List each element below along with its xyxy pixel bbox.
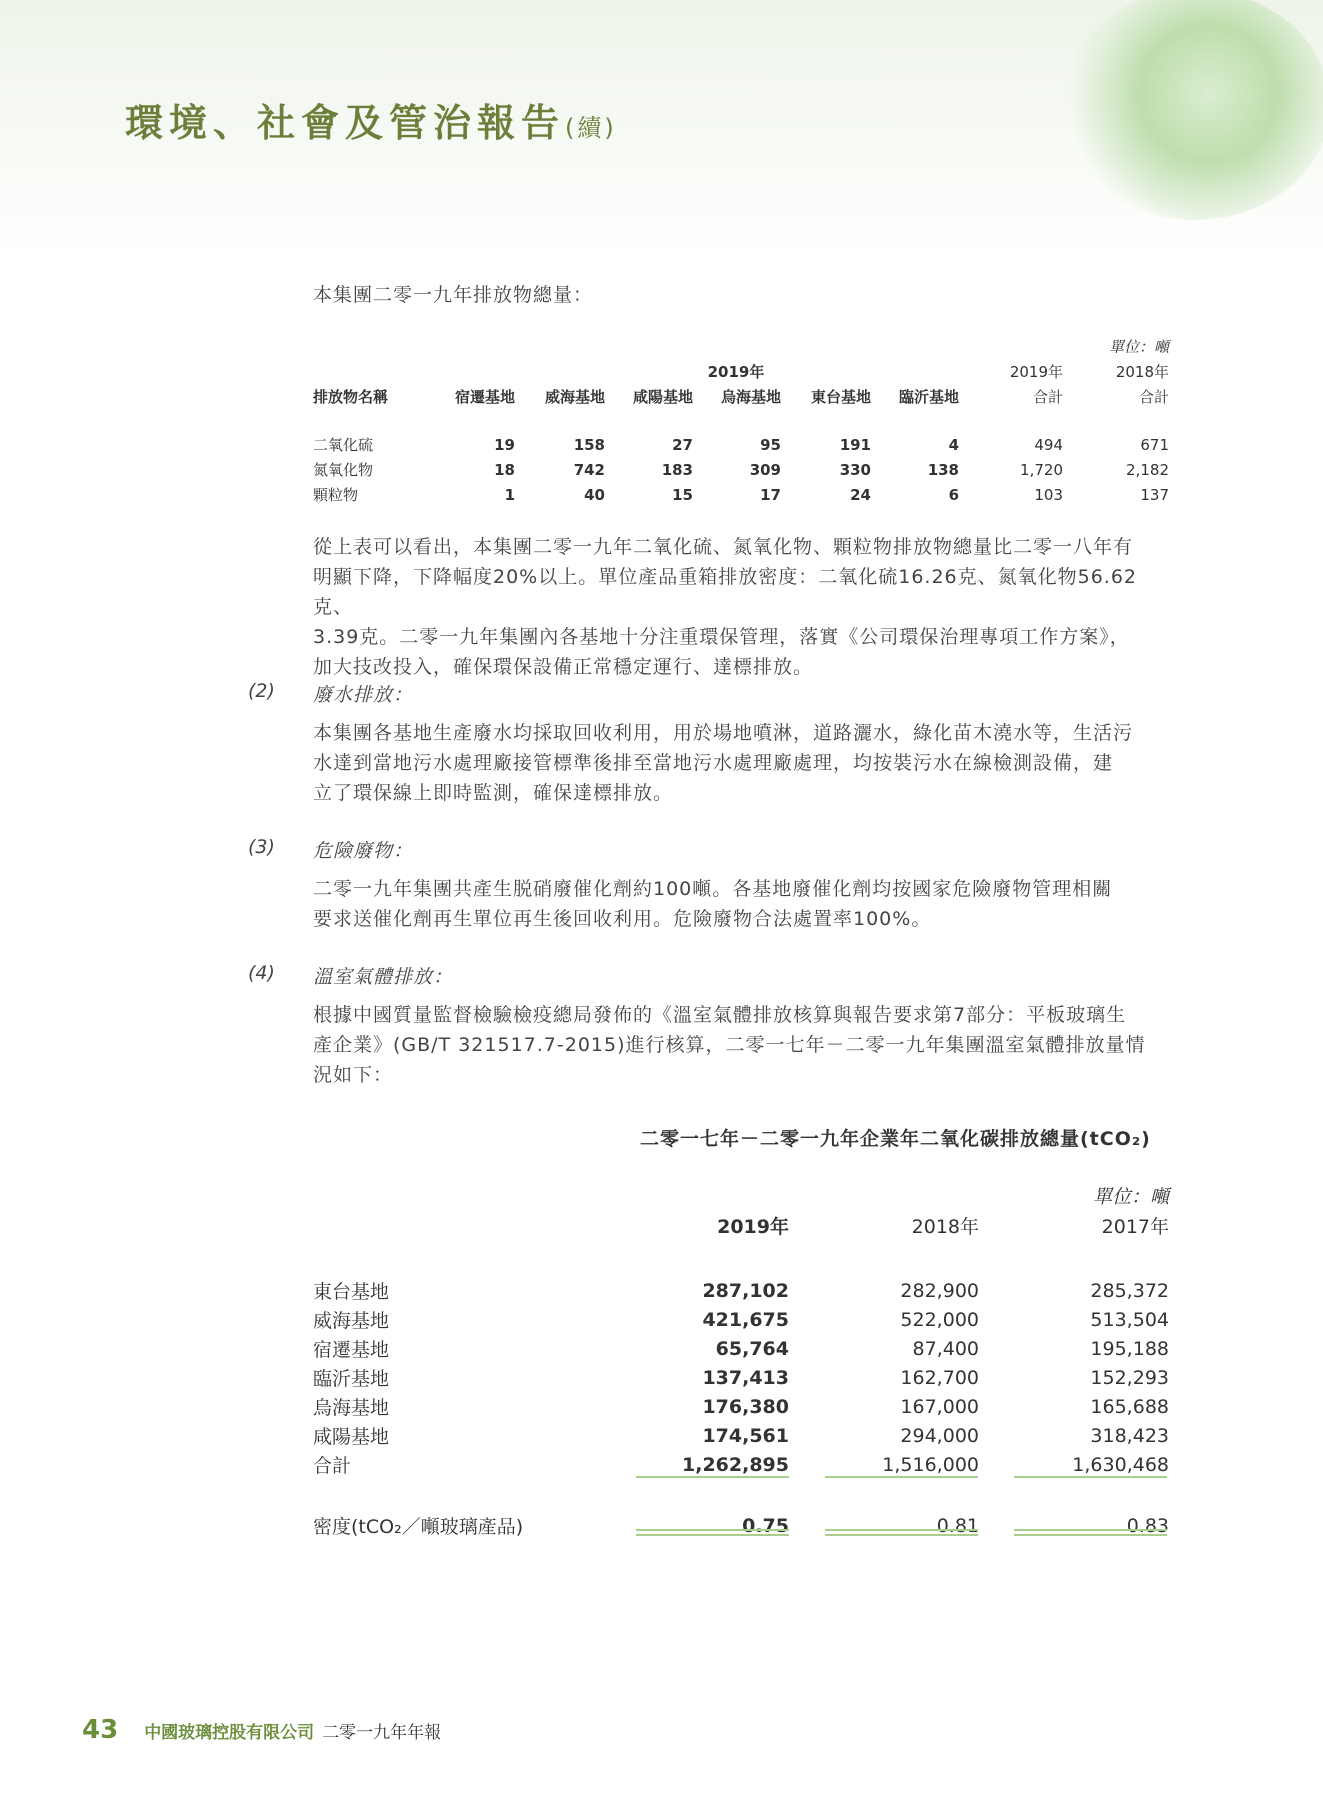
cell-value: 40 xyxy=(584,485,605,504)
co2-unit-row xyxy=(313,1180,1169,1210)
co2-table xyxy=(313,1180,1169,1540)
total2019-header-line1: 2019年 xyxy=(1009,363,1063,381)
total2018-header-line1: 2018年 xyxy=(1115,363,1169,381)
spacer-row xyxy=(313,1240,1169,1276)
cell-value: 4 xyxy=(948,435,959,454)
cell-value: 158 xyxy=(573,435,605,454)
divider xyxy=(636,1476,789,1478)
cell-value: 287,102 xyxy=(702,1279,789,1302)
spacer-row xyxy=(313,409,1169,432)
cell-value: 0.75 xyxy=(742,1514,789,1537)
row-name: 威海基地 xyxy=(313,1310,390,1332)
table-row xyxy=(313,1421,1169,1450)
emissions-analysis-paragraph xyxy=(313,532,1169,682)
cell-value: 137,413 xyxy=(702,1366,789,1389)
row-name: 咸陽基地 xyxy=(313,1426,390,1448)
row-name: 東台基地 xyxy=(313,1281,390,1303)
divider xyxy=(825,1476,978,1478)
cell-total-2018: 137 xyxy=(1140,485,1169,504)
col-header-base: 宿遷基地 xyxy=(454,388,515,406)
cell-value: 15 xyxy=(672,485,693,504)
cell-value: 309 xyxy=(749,460,781,479)
section-number: (3) xyxy=(248,836,275,858)
cell-value: 18 xyxy=(494,460,515,479)
page-title xyxy=(125,92,617,147)
section-heading-hazardous-waste: 危險廢物： xyxy=(313,840,414,862)
emissions-unit: 單位：噸 xyxy=(1108,338,1169,356)
col-header-base: 威海基地 xyxy=(544,388,605,406)
cell-value: 330 xyxy=(839,460,871,479)
cell-value: 1 xyxy=(504,485,515,504)
spacer-row xyxy=(313,1479,1169,1511)
col-header-year: 2018年 xyxy=(911,1215,979,1238)
row-name: 顆粒物 xyxy=(313,486,359,504)
paragraph-line: 從上表可以看出，本集團二零一九年二氧化硫、氮氧化物、顆粒物排放物總量比二零一八年有 xyxy=(313,536,1134,558)
cell-value: 6 xyxy=(948,485,959,504)
paragraph-line: 產企業》(GB/T 321517.7-2015)進行核算，二零一七年－二零一九年集團溫室氣體排放量情 xyxy=(313,1034,1146,1056)
spacer-cell xyxy=(313,1479,1169,1511)
paragraph-line: 立了環保線上即時監測，確保達標排放。 xyxy=(313,782,674,804)
section-heading-wastewater: 廢水排放： xyxy=(313,684,414,706)
cell-total-2019: 1,720 xyxy=(1020,460,1063,479)
emissions-intro: 本集團二零一九年排放物總量： xyxy=(313,284,594,306)
cell-value: 27 xyxy=(672,435,693,454)
cell-value: 1,516,000 xyxy=(882,1453,979,1476)
col-header-base: 咸陽基地 xyxy=(632,388,693,406)
emissions-col-name: 排放物名稱 xyxy=(313,388,389,406)
section-number: (2) xyxy=(248,680,275,702)
row-name: 二氧化硫 xyxy=(313,436,374,454)
ghg-paragraph xyxy=(313,1000,1169,1090)
emissions-group-row xyxy=(313,359,1169,384)
footer-report: 二零一九年年報 xyxy=(322,1723,442,1743)
page-number: 43 xyxy=(82,1715,119,1745)
cell-value: 191 xyxy=(839,435,871,454)
cell-value: 742 xyxy=(573,460,605,479)
table-row xyxy=(313,482,1169,507)
cell-value: 176,380 xyxy=(702,1395,789,1418)
cell-value: 421,675 xyxy=(702,1308,789,1331)
cell-value: 65,764 xyxy=(715,1337,789,1360)
divider xyxy=(1014,1476,1167,1478)
paragraph-line: 明顯下降，下降幅度20%以上。單位產品重箱排放密度：二氧化硫16.26克、氮氧化物56.62克、 xyxy=(313,566,1138,618)
total2019-header-line2: 合計 xyxy=(1032,388,1063,406)
cell-value: 165,688 xyxy=(1090,1395,1169,1418)
paragraph-line: 況如下： xyxy=(313,1064,394,1086)
cell-value: 0.83 xyxy=(1126,1514,1169,1537)
spacer-cell xyxy=(313,409,1169,432)
cell-value: 152,293 xyxy=(1090,1366,1169,1389)
cell-value: 318,423 xyxy=(1090,1424,1169,1447)
col-header-base: 東台基地 xyxy=(810,388,871,406)
paragraph-line: 要求送催化劑再生單位再生後回收利用。危險廢物合法處置率100%。 xyxy=(313,908,932,930)
table-row xyxy=(313,1363,1169,1392)
double-divider xyxy=(636,1529,789,1536)
cell-value: 183 xyxy=(661,460,693,479)
section-number: (4) xyxy=(248,962,275,984)
emissions-unit-row xyxy=(313,334,1169,359)
paragraph-line: 二零一九年集團共產生脱硝廢催化劑約100噸。各基地廢催化劑均按國家危險廢物管理相關 xyxy=(313,878,1113,900)
emissions-year-group: 2019年 xyxy=(707,363,765,381)
cell-value: 17 xyxy=(760,485,781,504)
cell-total-2019: 494 xyxy=(1034,435,1063,454)
cell-value: 285,372 xyxy=(1090,1279,1169,1302)
table-row xyxy=(313,1276,1169,1305)
globe-decoration-icon xyxy=(1060,0,1323,220)
row-name: 宿遷基地 xyxy=(313,1339,390,1361)
emissions-header-row xyxy=(313,384,1169,409)
total-row xyxy=(313,1450,1169,1479)
cell-value: 522,000 xyxy=(900,1308,979,1331)
cell-value: 24 xyxy=(850,485,871,504)
co2-unit: 單位：噸 xyxy=(1092,1185,1169,1208)
row-name: 烏海基地 xyxy=(313,1397,390,1419)
col-header-base: 烏海基地 xyxy=(720,388,781,406)
paragraph-line: 加大技改投入，確保環保設備正常穩定運行、達標排放。 xyxy=(313,656,814,678)
cell-value: 19 xyxy=(494,435,515,454)
paragraph-line: 本集團各基地生產廢水均採取回收利用，用於場地噴淋，道路灑水，綠化苗木澆水等，生活污 xyxy=(313,722,1134,744)
hazardous-waste-paragraph xyxy=(313,874,1169,934)
cell-value: 87,400 xyxy=(912,1337,979,1360)
row-name: 臨沂基地 xyxy=(313,1368,390,1390)
cell-value: 162,700 xyxy=(900,1366,979,1389)
cell-total-2019: 103 xyxy=(1034,485,1063,504)
cell-total-2018: 2,182 xyxy=(1126,460,1169,479)
table-row xyxy=(313,1334,1169,1363)
total-label: 合計 xyxy=(313,1455,352,1477)
col-header-year: 2019年 xyxy=(717,1215,789,1238)
table-row xyxy=(313,432,1169,457)
paragraph-line: 3.39克。二零一九年集團內各基地十分注重環保管理，落實《公司環保治理專項工作方案》， xyxy=(313,626,1130,648)
cell-value: 282,900 xyxy=(900,1279,979,1302)
page-footer xyxy=(82,1715,441,1745)
cell-value: 138 xyxy=(927,460,959,479)
cell-value: 513,504 xyxy=(1090,1308,1169,1331)
row-name: 氮氧化物 xyxy=(313,461,374,479)
page-title-continued: (續) xyxy=(565,114,617,142)
double-divider xyxy=(1014,1529,1167,1536)
paragraph-line: 水達到當地污水處理廠接管標準後排至當地污水處理廠處理，均按裝污水在線檢測設備，建 xyxy=(313,752,1114,774)
total2018-header-line2: 合計 xyxy=(1138,388,1169,406)
co2-table-title: 二零一七年－二零一九年企業年二氧化碳排放總量(tCO₂) xyxy=(640,1128,1151,1150)
table-row xyxy=(313,1392,1169,1421)
table-row xyxy=(313,1305,1169,1334)
page-title-text: 環境、社會及管治報告 xyxy=(125,101,566,145)
emissions-table xyxy=(313,334,1169,507)
cell-value: 174,561 xyxy=(702,1424,789,1447)
cell-value: 167,000 xyxy=(900,1395,979,1418)
footer-company: 中國玻璃控股有限公司 xyxy=(144,1723,315,1743)
cell-value: 195,188 xyxy=(1090,1337,1169,1360)
co2-header-blank xyxy=(313,1210,613,1240)
section-heading-ghg: 溫室氣體排放： xyxy=(313,966,454,988)
density-label: 密度(tCO₂／噸玻璃產品) xyxy=(313,1516,524,1538)
double-divider xyxy=(825,1529,978,1536)
co2-header-row xyxy=(313,1210,1169,1240)
cell-value: 294,000 xyxy=(900,1424,979,1447)
table-row xyxy=(313,457,1169,482)
paragraph-line: 根據中國質量監督檢驗檢疫總局發佈的《溫室氣體排放核算與報告要求第7部分：平板玻璃生 xyxy=(313,1004,1127,1026)
cell-value: 0.81 xyxy=(936,1514,979,1537)
cell-total-2018: 671 xyxy=(1140,435,1169,454)
col-header-year: 2017年 xyxy=(1101,1215,1169,1238)
wastewater-paragraph xyxy=(313,718,1169,808)
cell-value: 1,630,468 xyxy=(1072,1453,1169,1476)
cell-value: 1,262,895 xyxy=(682,1453,789,1476)
spacer-cell xyxy=(313,1240,1169,1276)
col-header-base: 臨沂基地 xyxy=(898,388,959,406)
cell-value: 95 xyxy=(760,435,781,454)
